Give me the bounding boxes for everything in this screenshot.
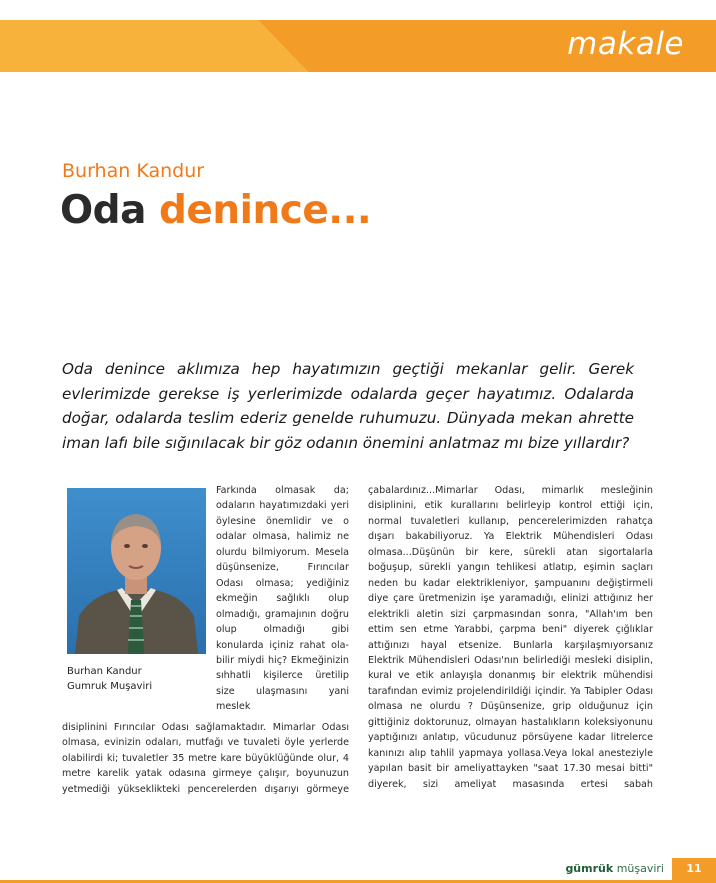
page-number: 11 [672, 858, 716, 880]
brand-regular: müşaviri [616, 862, 664, 875]
body-column-1-top: Farkında olmasak da; odaların hayatımızdaki yeri öylesine önemlidir ve o odalar olmasa, halimiz ne olurdu bilmiyorum. Mesela düşünsenize, Fırıncılar Odası olmasa; yediğiniz ekmeğin sağlıklı olup olmadığı, gramajının doğru olup olmadığı gibi konularda içiniz rahat ola-bilir miydi hiç? Ekmeğinizin sıhhatli kişilerce üretilip size ulaşmasını yani meslek [216, 485, 349, 713]
caption-role: Gumruk Muşaviri [67, 681, 153, 692]
article-title [60, 188, 371, 233]
body-column-2: çabalardınız...Mimarlar Odası, mimarlık mesleğinin disiplinini, etik kurallarını belirleyip kontrol ettiği için, normal tuvaletleri kullanıp, pencerelerimizden rahatça dışarı bakabiliyoruz. Ya Elektrik Mühendisleri Odası olmasa...Düşünün bir kere, sürekli atan sigortalarla boğuşup, sürekli yangın tehlikesi atlatıp, eşimin saçları neden bu kadar elektrikleniyor, şampuanını değiştirmeli diye çare üretmenizin işe yaramadığı, elinizi attığınız her elektrikli aletin sizi çarpmasından sonra, "Allah'ım ben ettim sen etme Yarabbi, çarpma beni" diyerek çığlıklar attığınızı hayal etsenize. Bunlarla karşılaşmıyorsanız Elektrik Mühendisleri Odası'nın belirlediği mesleki disiplin, kural ve etik anlayışla donanmış bir elektrik mühendisi tarafından evimiz projelendirildiği içindir. Ya Tabipler Odası olmasa ne olurdu ? Düşünsenize, grip olduğunuz için gittiğiniz doktorunuz, olmayan hastalıkların koleksiyonunu yaptığınızı anlatıp, vücudunuz pörsüyene kadar litrelerce kanınızı alıp tahlil yapmaya yollasa.Veya lokal anesteziyle yapılan basit bir ameliyattayken "saat 17.30 mesai bitti" diyerek, sizi ameliyat masasında ertesi sabah [368, 485, 653, 790]
body-column-1-bottom: disiplinini Fırıncılar Odası sağlamaktadır. Mimarlar Odası olmasa, evinizin odaları, mutfağı ve tuvaleti öyle yerlerde olabilirdi ki; tuvaletler 35 metre kare büyüklüğünde olur, 4 metre karelik yatak odasına girmeye çalışır, boyunuzun yetmediği yükseklikteki pencerelerden dışarıyı görmeye [62, 722, 349, 795]
section-label: makale [567, 26, 684, 62]
author-photo [67, 488, 206, 654]
title-part-2: denince... [158, 188, 372, 233]
caption-name: Burhan Kandur [67, 666, 142, 677]
footer-brand [565, 862, 664, 876]
title-part-1: Oda [60, 188, 146, 233]
author-name: Burhan Kandur [62, 160, 205, 182]
brand-bold: gümrük [565, 862, 614, 875]
lead-paragraph: Oda denince aklımıza hep hayatımızın geçtiği mekanlar gelir. Gerek evlerimizde gerekse iş yerlerimizde odalarda geçer hayatımız. Odalarda doğar, odalarda teslim ederiz genelde ruhumuzu. Dünyada mekan ahrette iman lafı bile sığınılacak bir göz odanın önemini anlatmaz mı bize yıllardır? [62, 360, 634, 452]
photo-caption [67, 664, 152, 694]
